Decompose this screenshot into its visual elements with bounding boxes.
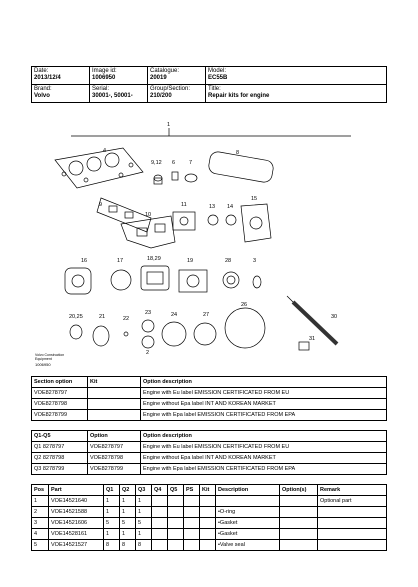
callout-label-21: 21 xyxy=(99,314,106,320)
cell-q1: 8 xyxy=(104,540,120,551)
callout-label-3: 3 xyxy=(253,258,257,264)
cell-section-option: VOE8278798 xyxy=(32,399,88,410)
cell-pos: 1 xyxy=(32,496,49,507)
image-id-value: 1006950 xyxy=(92,75,116,81)
cell-q4 xyxy=(152,507,168,518)
cell-ps xyxy=(184,529,200,540)
date-label: Date: xyxy=(34,68,49,74)
cell-description: •O-ring xyxy=(216,507,280,518)
cell-option-description: Engine with Eu label EMISSION CERTIFICATED FROM EU xyxy=(141,442,387,453)
cell-ps xyxy=(184,540,200,551)
callout-label-14: 14 xyxy=(227,204,234,210)
callout-label-26: 26 xyxy=(241,302,248,308)
callout-label-7: 7 xyxy=(189,160,193,166)
cell-ps xyxy=(184,507,200,518)
section-option-table xyxy=(31,376,387,421)
head-gasket-shape xyxy=(55,148,143,188)
cell-q3: 1 xyxy=(136,529,152,540)
callout-label-1: 1 xyxy=(167,122,171,128)
model-value: EC55B xyxy=(208,75,228,81)
callout-label-9-12: 9,12 xyxy=(151,160,162,166)
header-table xyxy=(31,66,387,103)
cell-kit xyxy=(88,399,141,410)
header-q1: Q1 xyxy=(104,485,120,496)
cell-pos: 3 xyxy=(32,518,49,529)
cell-ps xyxy=(184,496,200,507)
caption-line-2: Equipment xyxy=(35,357,52,361)
cell-pos: 4 xyxy=(32,529,49,540)
callout-label-18-29: 18,29 xyxy=(147,256,161,262)
cell-option: VOE8278797 xyxy=(88,442,141,453)
title-value: Repair kits for engine xyxy=(208,93,270,99)
header-q1-q5: Q1-Q5 xyxy=(32,431,88,442)
cell-q3: 1 xyxy=(136,496,152,507)
cell-kit xyxy=(88,410,141,421)
cell-option-description: Engine with Epa label EMISSION CERTIFICATED FROM EPA xyxy=(141,410,387,421)
cell-pos: 2 xyxy=(32,507,49,518)
cell-options xyxy=(280,540,318,551)
cell-q: Q2 8278798 xyxy=(32,453,88,464)
cell-options xyxy=(280,507,318,518)
callout-label-2: 2 xyxy=(146,350,150,356)
cell-q5 xyxy=(168,518,184,529)
cell-remark xyxy=(318,540,387,551)
cell-remark xyxy=(318,507,387,518)
cell-description: •Valve seal xyxy=(216,540,280,551)
table-row xyxy=(32,496,387,507)
cell-kit xyxy=(88,388,141,399)
cell-description: •Gasket xyxy=(216,529,280,540)
cell-option: VOE8278798 xyxy=(88,453,141,464)
cell-part[interactable]: VOE14521588 xyxy=(49,507,104,518)
header-kit: Kit xyxy=(200,485,216,496)
callout-label-4: 4 xyxy=(103,148,107,154)
model-cell xyxy=(206,67,387,85)
callout-label-27: 27 xyxy=(203,312,210,318)
valve-cover-gasket-shape xyxy=(208,151,275,184)
table-row xyxy=(32,518,387,529)
cell-kit xyxy=(200,518,216,529)
cell-kit xyxy=(200,507,216,518)
header-section-option: Section option xyxy=(32,377,88,388)
cell-q2: 1 xyxy=(120,507,136,518)
cell-q5 xyxy=(168,496,184,507)
cell-q2: 8 xyxy=(120,540,136,551)
cell-option-description: Engine without Epa label INT AND KOREAN MARKET xyxy=(141,399,387,410)
cell-options xyxy=(280,496,318,507)
header-q2: Q2 xyxy=(120,485,136,496)
parts-illustration xyxy=(31,120,387,370)
table-row xyxy=(32,388,387,399)
brand-cell xyxy=(32,85,90,103)
callout-label-15: 15 xyxy=(251,196,258,202)
cell-q2: 1 xyxy=(120,496,136,507)
callout-label-9: 9 xyxy=(99,202,103,208)
cell-q1: 1 xyxy=(104,529,120,540)
callout-label-31: 31 xyxy=(309,336,316,342)
cell-q4 xyxy=(152,518,168,529)
date-value: 2013/12/4 xyxy=(34,75,61,81)
callout-label-16: 16 xyxy=(81,258,88,264)
header-q4: Q4 xyxy=(152,485,168,496)
table-row xyxy=(32,453,387,464)
table-row xyxy=(32,540,387,551)
group-cell xyxy=(148,85,206,103)
callout-label-13: 13 xyxy=(209,204,216,210)
cell-ps xyxy=(184,518,200,529)
cell-options xyxy=(280,529,318,540)
cell-section-option: VOE8278799 xyxy=(32,410,88,421)
table-row xyxy=(32,399,387,410)
callout-label-30: 30 xyxy=(331,314,338,320)
callout-label-6: 6 xyxy=(172,160,176,166)
cell-kit xyxy=(200,496,216,507)
cell-q3: 5 xyxy=(136,518,152,529)
header-description: Description xyxy=(216,485,280,496)
serial-value: 30001-, 50001- xyxy=(92,93,133,99)
cell-section-option: VOE8278797 xyxy=(32,388,88,399)
cell-option-description: Engine with Eu label EMISSION CERTIFICATED FROM EU xyxy=(141,388,387,399)
cell-q2: 1 xyxy=(120,529,136,540)
table-row xyxy=(32,464,387,475)
callout-label-23: 23 xyxy=(145,310,152,316)
callout-label-17: 17 xyxy=(117,258,124,264)
cell-q5 xyxy=(168,540,184,551)
catalogue-label: Catalogue: xyxy=(150,68,180,74)
catalogue-value: 20019 xyxy=(150,75,167,81)
table-header-row xyxy=(32,431,387,442)
cell-q2: 5 xyxy=(120,518,136,529)
intake-gasket-shape xyxy=(97,198,151,232)
serial-label: Serial: xyxy=(92,86,110,92)
cell-q4 xyxy=(152,540,168,551)
cell-description: •Gasket xyxy=(216,518,280,529)
header-pos: Pos xyxy=(32,485,49,496)
catalogue-cell xyxy=(148,67,206,85)
parts-table xyxy=(31,484,387,551)
title-label: Title: xyxy=(208,86,221,92)
title-cell xyxy=(206,85,387,103)
table-row xyxy=(32,442,387,453)
callout-label-28: 28 xyxy=(225,258,232,264)
date-cell xyxy=(32,67,90,85)
callout-label-24: 24 xyxy=(171,312,178,318)
cell-part[interactable]: VOE14521640 xyxy=(49,496,104,507)
header-part: Part xyxy=(49,485,104,496)
cell-remark xyxy=(318,518,387,529)
table-row xyxy=(32,507,387,518)
cell-options xyxy=(280,518,318,529)
cell-q3: 1 xyxy=(136,507,152,518)
callout-label-8: 8 xyxy=(236,150,240,156)
cell-q5 xyxy=(168,507,184,518)
cell-part[interactable]: VOE14521527 xyxy=(49,540,104,551)
callout-label-22: 22 xyxy=(123,316,130,322)
model-label: Model: xyxy=(208,68,227,74)
table-header-row xyxy=(32,377,387,388)
cell-option-description: Engine without Epa label INT AND KOREAN MARKET xyxy=(141,453,387,464)
table-row xyxy=(32,410,387,421)
header-options: Option(s) xyxy=(280,485,318,496)
cell-part[interactable]: VOE14528161 xyxy=(49,529,104,540)
callout-1-bracket xyxy=(71,128,351,136)
callout-label-11: 11 xyxy=(181,202,187,208)
header-option-description: Option description xyxy=(141,377,387,388)
header-ps: PS xyxy=(184,485,200,496)
quantity-option-table xyxy=(31,430,387,475)
image-id-cell xyxy=(90,67,148,85)
table-row xyxy=(32,529,387,540)
group-label: Group/Section: xyxy=(150,86,191,92)
header-option: Option xyxy=(88,431,141,442)
cell-q4 xyxy=(152,496,168,507)
cell-remark xyxy=(318,529,387,540)
cell-kit xyxy=(200,529,216,540)
header-kit: Kit xyxy=(88,377,141,388)
header-remark: Remark xyxy=(318,485,387,496)
cell-remark: Optional part xyxy=(318,496,387,507)
table-header-row xyxy=(32,485,387,496)
cell-q1: 1 xyxy=(104,507,120,518)
header-q3: Q3 xyxy=(136,485,152,496)
cell-option: VOE8278799 xyxy=(88,464,141,475)
cell-q: Q1 8278797 xyxy=(32,442,88,453)
caption-image-id: 1006950 xyxy=(35,362,51,367)
cell-option-description: Engine with Epa label EMISSION CERTIFICATED FROM EPA xyxy=(141,464,387,475)
callout-label-20-25: 20,25 xyxy=(69,314,83,320)
brand-value: Volvo xyxy=(34,93,50,99)
cell-part[interactable]: VOE14521606 xyxy=(49,518,104,529)
callout-label-10: 10 xyxy=(145,212,152,218)
brand-label: Brand: xyxy=(34,86,52,92)
cell-q1: 1 xyxy=(104,496,120,507)
cell-q3: 8 xyxy=(136,540,152,551)
cell-q1: 5 xyxy=(104,518,120,529)
cell-q5 xyxy=(168,529,184,540)
cell-q4 xyxy=(152,529,168,540)
image-id-label: Image id: xyxy=(92,68,117,74)
header-q5: Q5 xyxy=(168,485,184,496)
caption-line-1: Volvo Construction xyxy=(35,353,65,357)
cell-kit xyxy=(200,540,216,551)
cell-pos: 5 xyxy=(32,540,49,551)
callout-label-19: 19 xyxy=(187,258,194,264)
cell-description xyxy=(216,496,280,507)
exploded-view-drawing xyxy=(31,120,387,370)
cell-q: Q3 8278799 xyxy=(32,464,88,475)
group-value: 210/200 xyxy=(150,93,172,99)
serial-cell xyxy=(90,85,148,103)
header-option-description: Option description xyxy=(141,431,387,442)
